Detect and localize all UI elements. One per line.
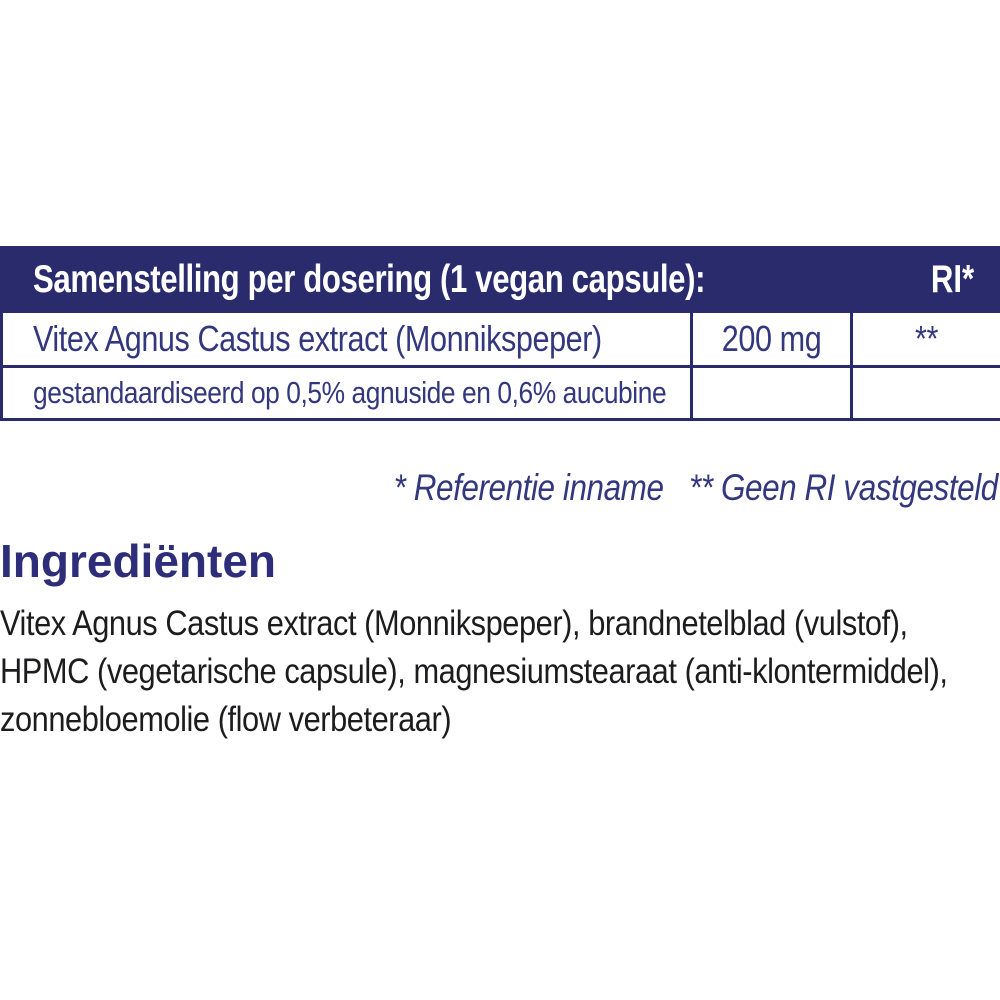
ingredient-amount: 200 mg (721, 318, 822, 359)
ingredient-name-cell (2, 312, 692, 367)
ingredients-heading: Ingrediënten (0, 535, 277, 587)
ingredients-line: zonnebloemolie (flow verbeteraar) (0, 700, 452, 739)
ingredients-paragraph (0, 600, 948, 744)
table-row (2, 367, 1000, 420)
empty-ri-cell (852, 367, 1000, 420)
ingredient-ri-cell (852, 312, 1000, 367)
table-header-cell (2, 248, 1000, 312)
table-header-row (2, 248, 1000, 312)
composition-table (0, 246, 1000, 421)
footnote-reference-intake: * Referentie inname (393, 467, 664, 508)
ingredient-amount-cell (692, 312, 852, 367)
ingredient-ri-value: ** (915, 318, 938, 359)
standardization-cell (2, 367, 692, 420)
ingredient-name: Vitex Agnus Castus extract (Monnikspeper) (33, 318, 602, 359)
table-header-ri-label: RI* (930, 257, 975, 301)
footnotes (394, 467, 998, 509)
table-row (2, 312, 1000, 367)
table-header-title: Samenstelling per dosering (1 vegan capsule): (33, 257, 706, 301)
standardization-text: gestandaardiseerd op 0,5% agnuside en 0,6% aucubine (33, 375, 667, 410)
table-header-inner (3, 258, 1000, 302)
footnote-no-ri: ** Geen RI vastgesteld (689, 467, 998, 508)
ingredients-line: Vitex Agnus Castus extract (Monnikspeper), brandnetelblad (vulstof), (0, 604, 908, 643)
ingredients-line: HPMC (vegetarische capsule), magnesiumstearaat (anti-klontermiddel), (0, 652, 948, 691)
